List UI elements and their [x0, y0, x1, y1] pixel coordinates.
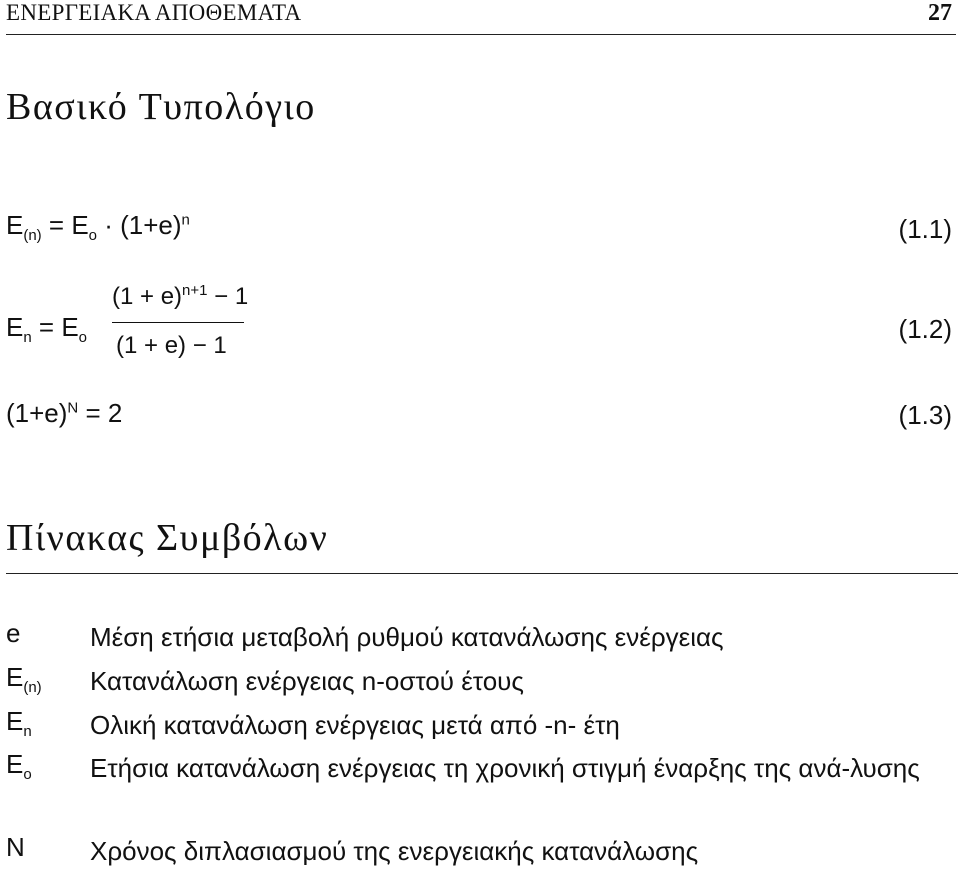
symbol-term: [6, 832, 25, 866]
symbol-term: [6, 662, 42, 696]
page-number: 27: [928, 0, 952, 26]
eq2-rel: = E: [31, 312, 79, 342]
equation-number-1-2: (1.2): [898, 314, 952, 344]
symbol-letter: e: [6, 618, 21, 648]
symbol-letter: E: [6, 749, 24, 779]
eq3-rhs: = 2: [78, 398, 123, 428]
equation-1-3: [6, 398, 122, 429]
symbol-letter: E: [6, 662, 24, 692]
section-rule: [6, 573, 958, 574]
symbol-term: [6, 618, 20, 652]
eq3-lhs-sup: N: [67, 399, 79, 417]
eq1-rel-sub: o: [88, 227, 98, 245]
eq1-lhs: E: [6, 210, 24, 240]
symbol-subscript: (n): [23, 679, 42, 697]
fraction-bar: [112, 322, 244, 323]
section-title-symbols: Πίνακας Συμβόλων: [6, 517, 329, 559]
equation-1-2-lhs: [6, 312, 87, 346]
symbol-description: Μέση ετήσια μεταβολή ρυθμού κατανάλωσης ενέργειας: [90, 622, 724, 652]
numerator-minus-one: − 1: [207, 283, 249, 310]
equation-number-1-3: (1.3): [898, 400, 952, 430]
symbol-description: Κατανάλωση ενέργειας n-οστού έτους: [90, 666, 524, 696]
eq1-rhs: · (1+e): [97, 210, 182, 240]
symbol-description: Ολική κατανάλωση ενέργειας μετά από -n- έτη: [90, 710, 620, 740]
symbol-term: [6, 749, 32, 783]
eq3-lhs: (1+e): [6, 398, 68, 428]
symbol-subscript: n: [23, 723, 32, 741]
eq1-rel: = E: [41, 210, 89, 240]
eq2-lhs-sub: n: [23, 329, 32, 347]
eq2-lhs: E: [6, 312, 24, 342]
running-head: ΕΝΕΡΓΕΙΑΚΑ ΑΠΟΘΕΜΑΤΑ: [6, 0, 302, 25]
symbol-description: Ετήσια κατανάλωση ενέργειας τη χρονική στιγμή έναρξης της ανά-λυσης: [90, 753, 920, 783]
symbol-description: Χρόνος διπλασιασμού της ενεργειακής κατανάλωσης: [90, 836, 699, 866]
numerator-exponent: n+1: [182, 282, 208, 299]
section-title-formulas: Βασικό Τυπολόγιο: [6, 86, 316, 128]
header-rule: [6, 34, 956, 35]
symbol-letter: N: [6, 832, 25, 862]
numerator-base: (1 + e): [112, 283, 183, 310]
fraction-denominator: (1 + e) − 1: [116, 332, 227, 359]
symbol-term: [6, 706, 32, 740]
eq2-rel-sub: o: [78, 329, 88, 347]
eq1-lhs-sub: (n): [23, 227, 42, 245]
eq1-rhs-sup: n: [181, 211, 190, 229]
equation-number-1-1: (1.1): [898, 214, 952, 244]
symbol-subscript: o: [23, 766, 32, 784]
symbol-letter: E: [6, 706, 24, 736]
fraction-numerator: [112, 282, 248, 311]
equation-1-1: [6, 210, 190, 244]
